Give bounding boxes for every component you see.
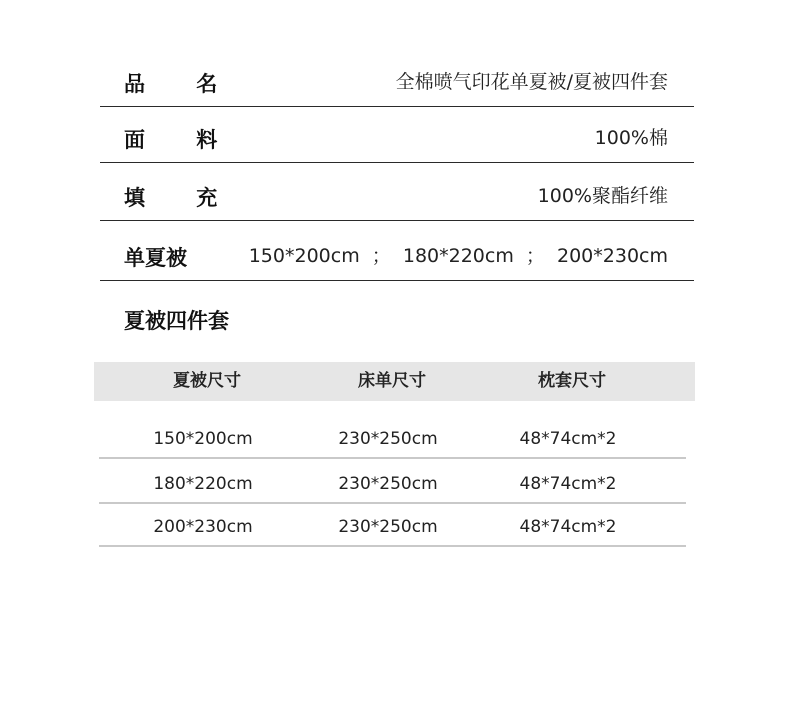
table-cell: 48*74cm*2 <box>519 517 617 537</box>
table-row <box>99 459 686 504</box>
table-cell: 230*250cm <box>338 429 438 449</box>
spec-label: 单夏被 <box>124 246 187 270</box>
spec-value: 150*200cm ； 180*220cm ； 200*230cm <box>248 245 668 267</box>
section-title: 夏被四件套 <box>124 309 229 333</box>
size-table <box>94 362 695 537</box>
column-header-pillowcase-size: 枕套尺寸 <box>538 371 606 391</box>
spec-row-fabric <box>100 108 694 163</box>
table-cell: 230*250cm <box>338 474 438 494</box>
spec-row-product-name <box>100 52 694 107</box>
spec-value: 100%棉 <box>594 127 668 149</box>
column-header-quilt-size: 夏被尺寸 <box>173 371 241 391</box>
table-cell: 200*230cm <box>153 517 253 537</box>
column-header-sheet-size: 床单尺寸 <box>358 371 426 391</box>
table-row <box>99 414 686 459</box>
table-row <box>99 502 686 547</box>
table-header <box>94 362 695 401</box>
spec-row-single-quilt <box>100 226 694 281</box>
spec-label: 品 名 <box>124 72 240 96</box>
table-cell: 150*200cm <box>153 429 253 449</box>
spec-row-filling <box>100 166 694 221</box>
spec-value: 100%聚酯纤维 <box>537 185 668 207</box>
spec-label: 填 充 <box>124 186 240 210</box>
table-cell: 48*74cm*2 <box>519 474 617 494</box>
spec-value: 全棉喷气印花单夏被/夏被四件套 <box>395 71 668 93</box>
table-cell: 180*220cm <box>153 474 253 494</box>
table-cell: 230*250cm <box>338 517 438 537</box>
table-cell: 48*74cm*2 <box>519 429 617 449</box>
spec-label: 面 料 <box>124 128 240 152</box>
